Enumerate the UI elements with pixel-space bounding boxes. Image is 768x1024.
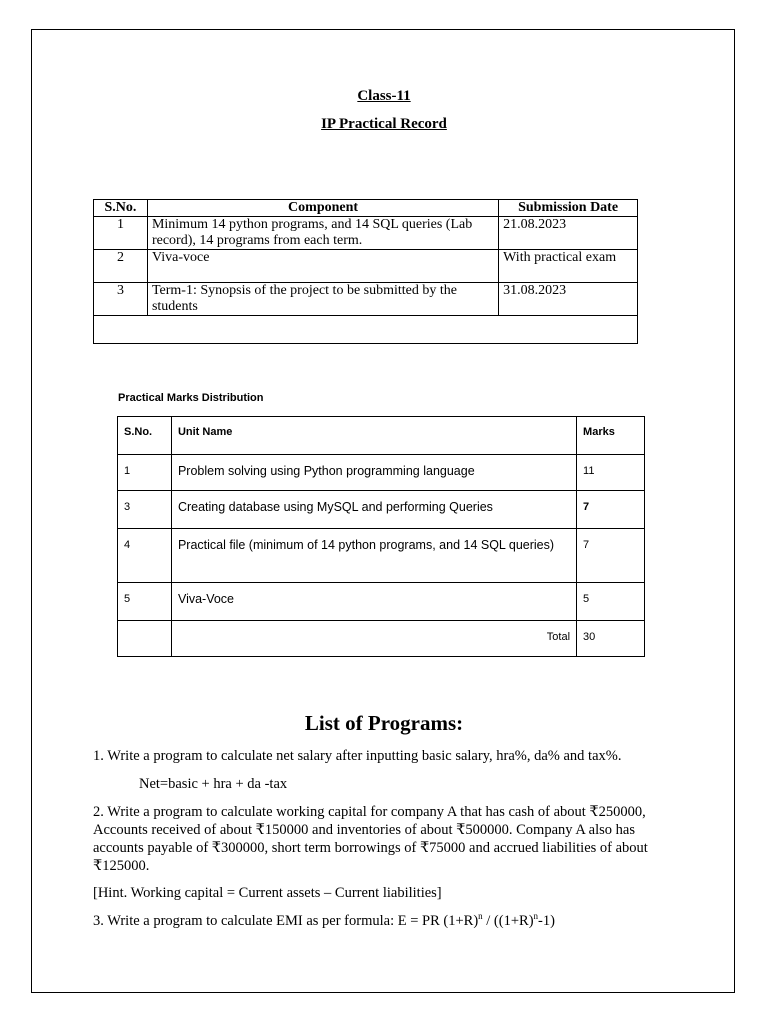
cell-unit: Practical file (minimum of 14 python programs, and 14 SQL queries) — [171, 529, 576, 583]
table-row — [118, 491, 645, 529]
cell-date: 31.08.2023 — [499, 283, 638, 316]
cell-date: 21.08.2023 — [499, 217, 638, 250]
cell-sno: 1 — [118, 455, 172, 491]
col-component: Component — [147, 200, 498, 217]
cell-sno: 2 — [94, 250, 148, 283]
empty-cell — [118, 621, 172, 657]
col-marks: Marks — [577, 417, 645, 455]
program-2: 2. Write a program to calculate working capital for company A that has cash of about ₹250000, Accounts received of about ₹150000 and inventories of about ₹500000. Company A also has accounts payable of ₹300000, short term borrowings of ₹75000 and accrued liabilities of about ₹125000. — [93, 804, 648, 874]
program-2-hint: [Hint. Working capital = Current assets – Current liabilities] — [93, 885, 442, 901]
cell-marks: 11 — [577, 455, 645, 491]
program-1: 1. Write a program to calculate net salary after inputting basic salary, hra%, da% and tax%. — [93, 748, 622, 764]
record-title: IP Practical Record — [321, 116, 447, 132]
cell-component: Term-1: Synopsis of the project to be submitted by the students — [147, 283, 498, 316]
cell-marks: 7 — [577, 491, 645, 529]
table-row — [94, 250, 638, 283]
exponent: n — [478, 911, 483, 922]
total-value: 30 — [577, 621, 645, 657]
cell-sno: 3 — [118, 491, 172, 529]
exponent: n — [533, 911, 539, 922]
cell-sno: 5 — [118, 583, 172, 621]
col-sno: S.No. — [118, 417, 172, 455]
cell-unit: Viva-Voce — [171, 583, 576, 621]
table-row — [118, 583, 645, 621]
cell-unit: Problem solving using Python programming language — [171, 455, 576, 491]
marks-table — [117, 416, 645, 657]
class-title: Class-11 — [357, 88, 411, 104]
cell-date: With practical exam — [499, 250, 638, 283]
program-3-end: -1) — [538, 913, 555, 929]
program-3-text: 3. Write a program to calculate EMI as per formula: E = PR (1+R) — [93, 913, 479, 929]
col-unit-name: Unit Name — [171, 417, 576, 455]
cell-marks: 5 — [577, 583, 645, 621]
table-row — [94, 283, 638, 316]
marks-distribution-title: Practical Marks Distribution — [118, 392, 264, 404]
cell-sno: 1 — [94, 217, 148, 250]
table-row — [118, 455, 645, 491]
col-submission-date: Submission Date — [499, 200, 638, 217]
table-row — [94, 217, 638, 250]
total-row — [118, 621, 645, 657]
marks-table-header — [118, 417, 645, 455]
cell-marks: 7 — [577, 529, 645, 583]
program-3 — [93, 912, 693, 930]
cell-sno: 3 — [94, 283, 148, 316]
program-3-mid: / ((1+R) — [482, 913, 534, 929]
cell-component: Viva-voce — [147, 250, 498, 283]
programs-heading: List of Programs: — [304, 711, 464, 735]
record-table-header — [94, 200, 638, 217]
cell-unit: Creating database using MySQL and performing Queries — [171, 491, 576, 529]
empty-cell — [94, 316, 638, 344]
col-sno: S.No. — [94, 200, 148, 217]
table-row-empty — [94, 316, 638, 344]
program-1-formula: Net=basic + hra + da -tax — [139, 776, 288, 792]
cell-component: Minimum 14 python programs, and 14 SQL queries (Lab record), 14 programs from each term. — [147, 217, 498, 250]
record-table — [93, 199, 638, 344]
cell-sno: 4 — [118, 529, 172, 583]
total-label: Total — [171, 621, 576, 657]
table-row — [118, 529, 645, 583]
